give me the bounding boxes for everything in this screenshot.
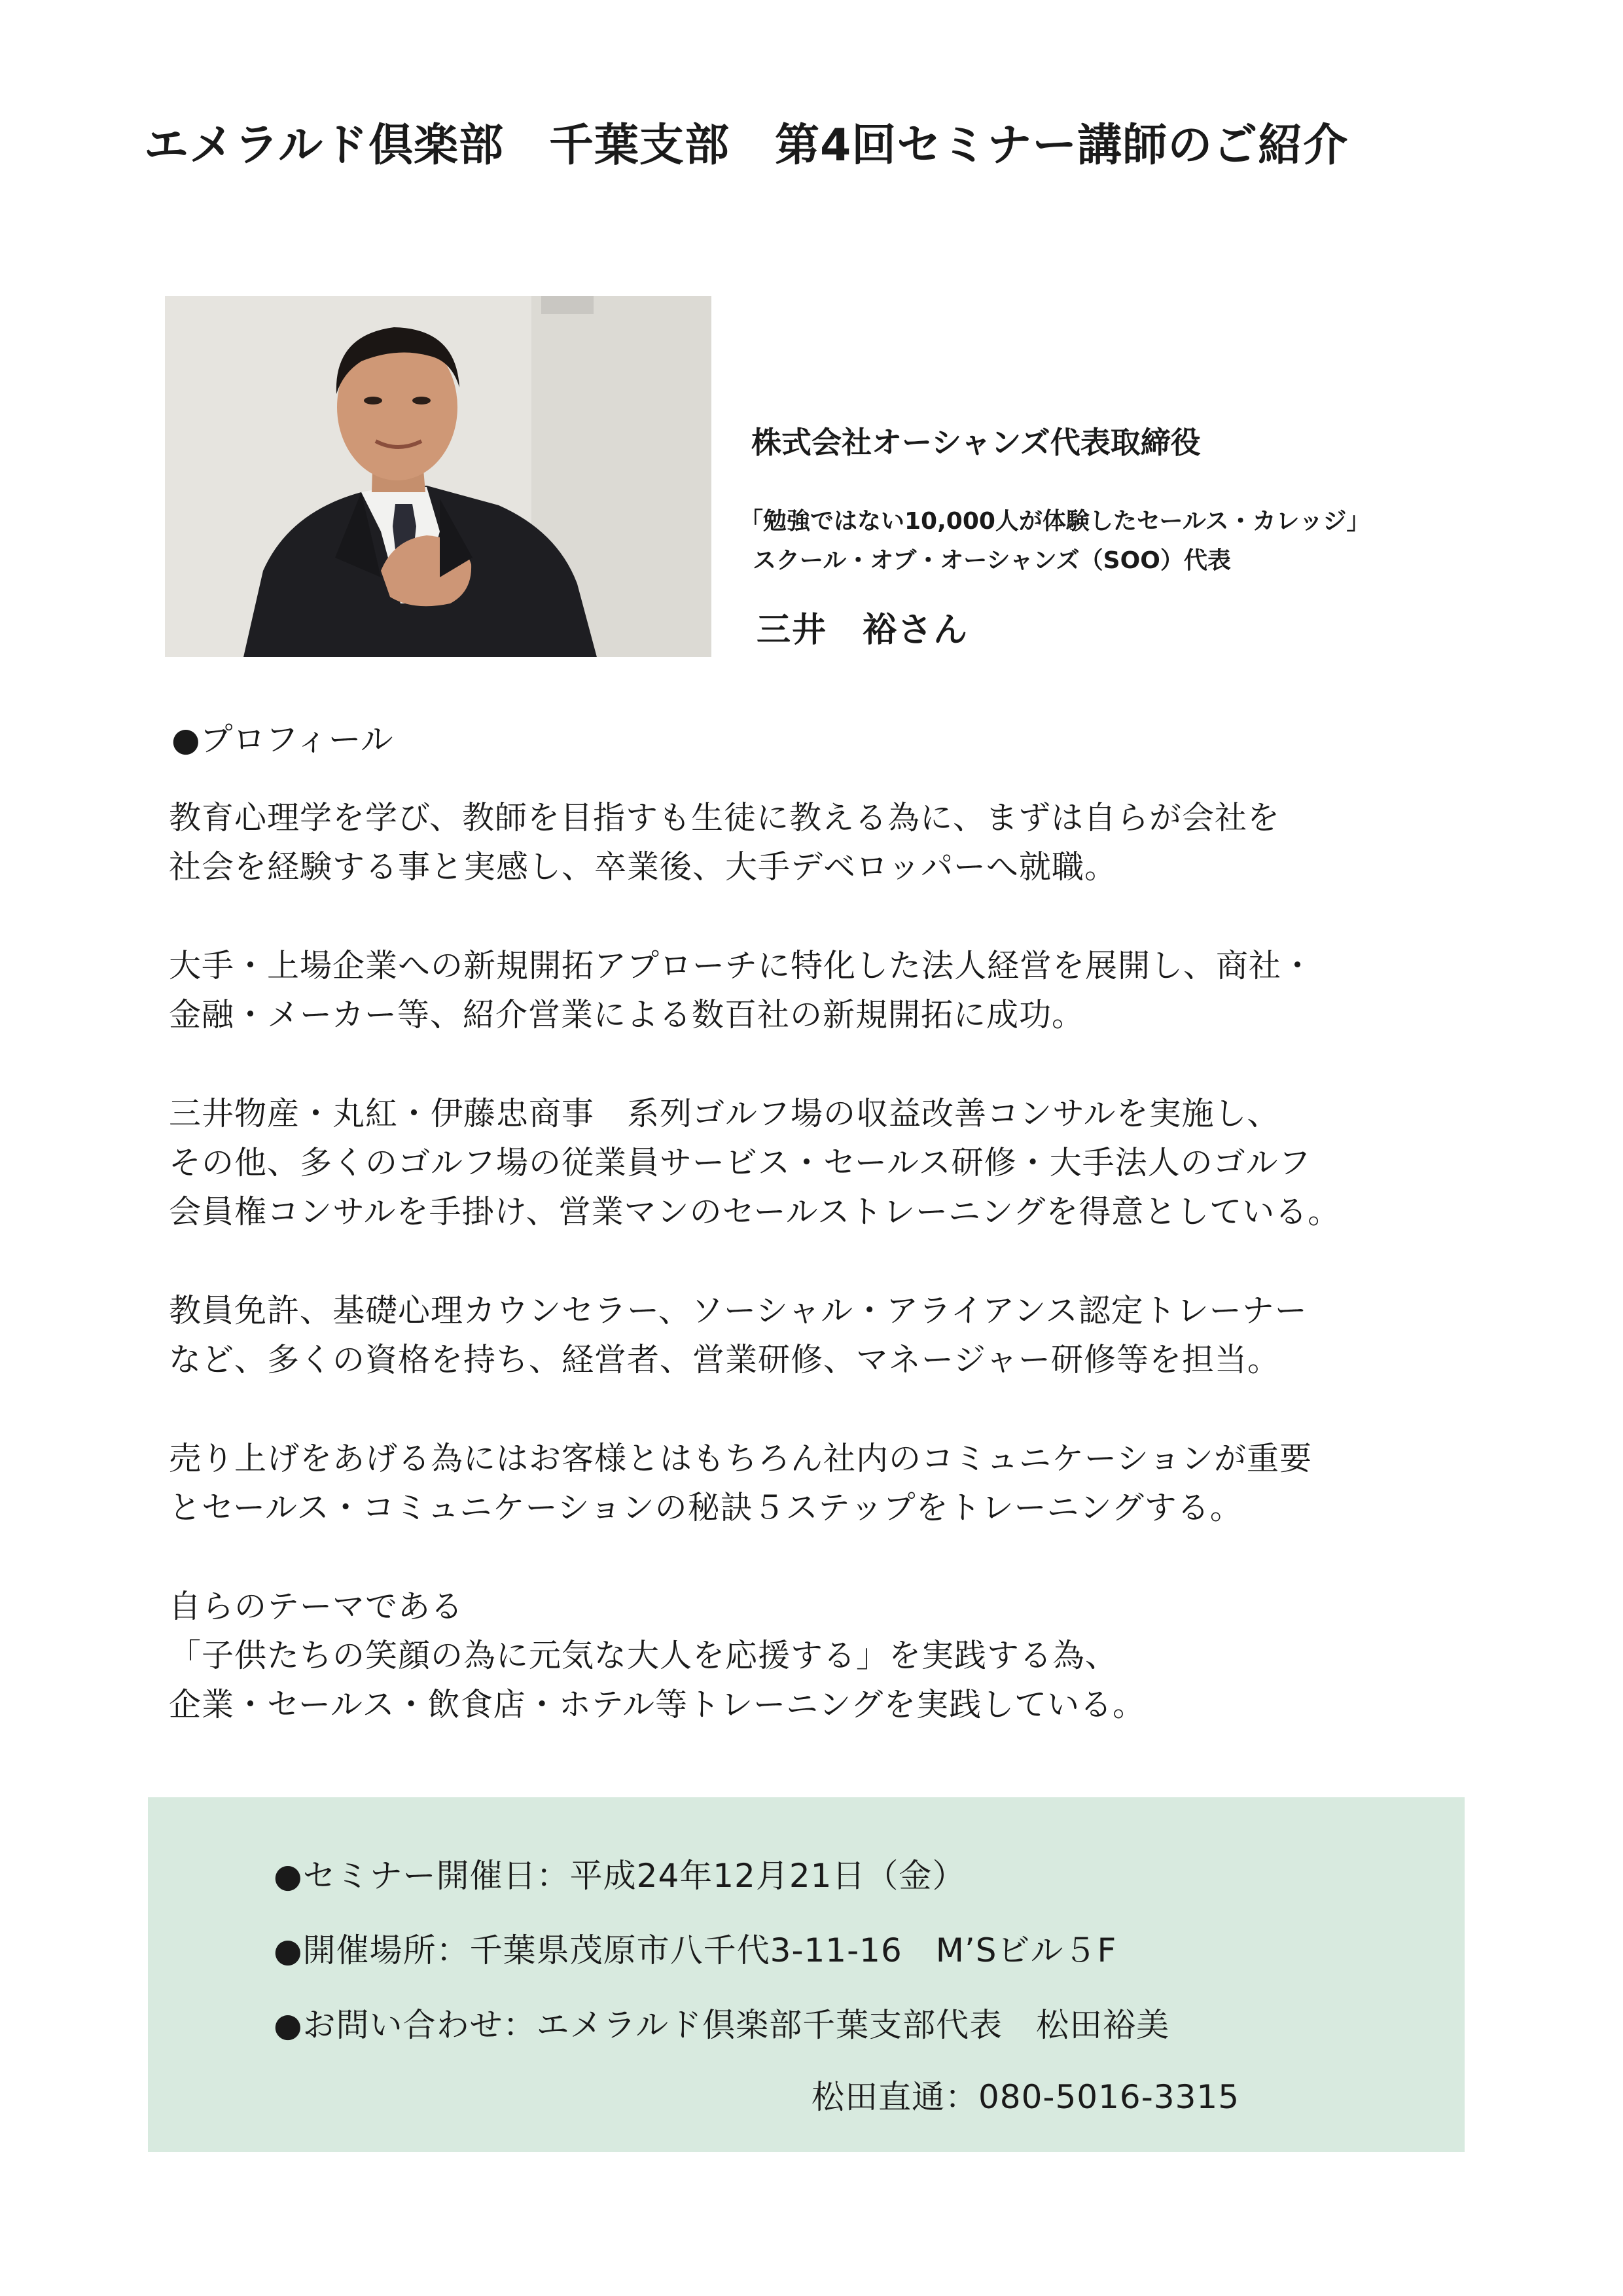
page-title: エメラルド倶楽部 千葉支部 第4回セミナー講師のご紹介 bbox=[144, 120, 1349, 171]
speaker-school-line2: スクール・オブ・オーシャンズ（SOO）代表 bbox=[753, 547, 1231, 574]
profile-paragraph bbox=[169, 1582, 1582, 1729]
profile-line: 大手・上場企業への新規開拓アプローチに特化した法人経営を展開し、商社・ bbox=[169, 947, 1315, 984]
seminar-date: ●セミナー開催日：平成24年12月21日（金） bbox=[274, 1857, 966, 1895]
speaker-name: 三井 裕さん bbox=[757, 611, 969, 650]
profile-paragraph bbox=[169, 1434, 1582, 1532]
profile-heading: ●プロフィール bbox=[171, 721, 393, 759]
profile-paragraph bbox=[169, 1286, 1582, 1384]
profile-line: 会員権コンサルを手掛け、営業マンのセールストレーニングを得意としている。 bbox=[169, 1193, 1341, 1230]
profile-body bbox=[169, 793, 1582, 1779]
seminar-phone: 松田直通：080-5016-3315 bbox=[812, 2078, 1240, 2116]
profile-paragraph bbox=[169, 793, 1582, 891]
speaker-company: 株式会社オーシャンズ代表取締役 bbox=[751, 425, 1201, 460]
profile-line: 金融・メーカー等、紹介営業による数百社の新規開拓に成功。 bbox=[169, 996, 1085, 1033]
speaker-photo bbox=[165, 296, 711, 657]
profile-line: 社会を経験する事と実感し、卒業後、大手デベロッパーへ就職。 bbox=[169, 848, 1118, 886]
profile-line: その他、多くのゴルフ場の従業員サービス・セールス研修・大手法人のゴルフ bbox=[169, 1144, 1311, 1181]
speaker-photo-illustration bbox=[165, 296, 711, 657]
profile-line: 教育心理学を学び、教師を目指すも生徒に教える為に、まずは自らが会社を bbox=[169, 799, 1281, 836]
profile-line: 企業・セールス・飲食店・ホテル等トレーニングを実践している。 bbox=[169, 1686, 1146, 1723]
seminar-info-box bbox=[148, 1797, 1465, 2152]
profile-line: 売り上げをあげる為にはお客様とはもちろん社内のコミュニケーションが重要 bbox=[169, 1440, 1313, 1477]
profile-line: 教員免許、基礎心理カウンセラー、ソーシャル・アライアンス認定トレーナー bbox=[169, 1292, 1308, 1329]
seminar-contact: ●お問い合わせ：エメラルド倶楽部千葉支部代表 松田裕美 bbox=[274, 2006, 1170, 2044]
seminar-venue: ●開催場所：千葉県茂原市八千代3-11-16 M’Sビル５F bbox=[274, 1931, 1117, 1969]
profile-line: など、多くの資格を持ち、経営者、営業研修、マネージャー研修等を担当。 bbox=[169, 1341, 1281, 1378]
profile-line: 自らのテーマである bbox=[169, 1588, 464, 1625]
profile-paragraph bbox=[169, 941, 1582, 1039]
profile-line: とセールス・コミュニケーションの秘訣５ステップをトレーニングする。 bbox=[169, 1489, 1243, 1526]
profile-line: 「子供たちの笑顔の為に元気な大人を応援する」を実践する為、 bbox=[169, 1637, 1118, 1674]
profile-line: 三井物産・丸紅・伊藤忠商事 系列ゴルフ場の収益改善コンサルを実施し、 bbox=[169, 1095, 1280, 1132]
profile-paragraph bbox=[169, 1089, 1582, 1236]
speaker-school-line1: 「勉強ではない10,000人が体験したセールス・カレッジ」 bbox=[740, 508, 1370, 535]
